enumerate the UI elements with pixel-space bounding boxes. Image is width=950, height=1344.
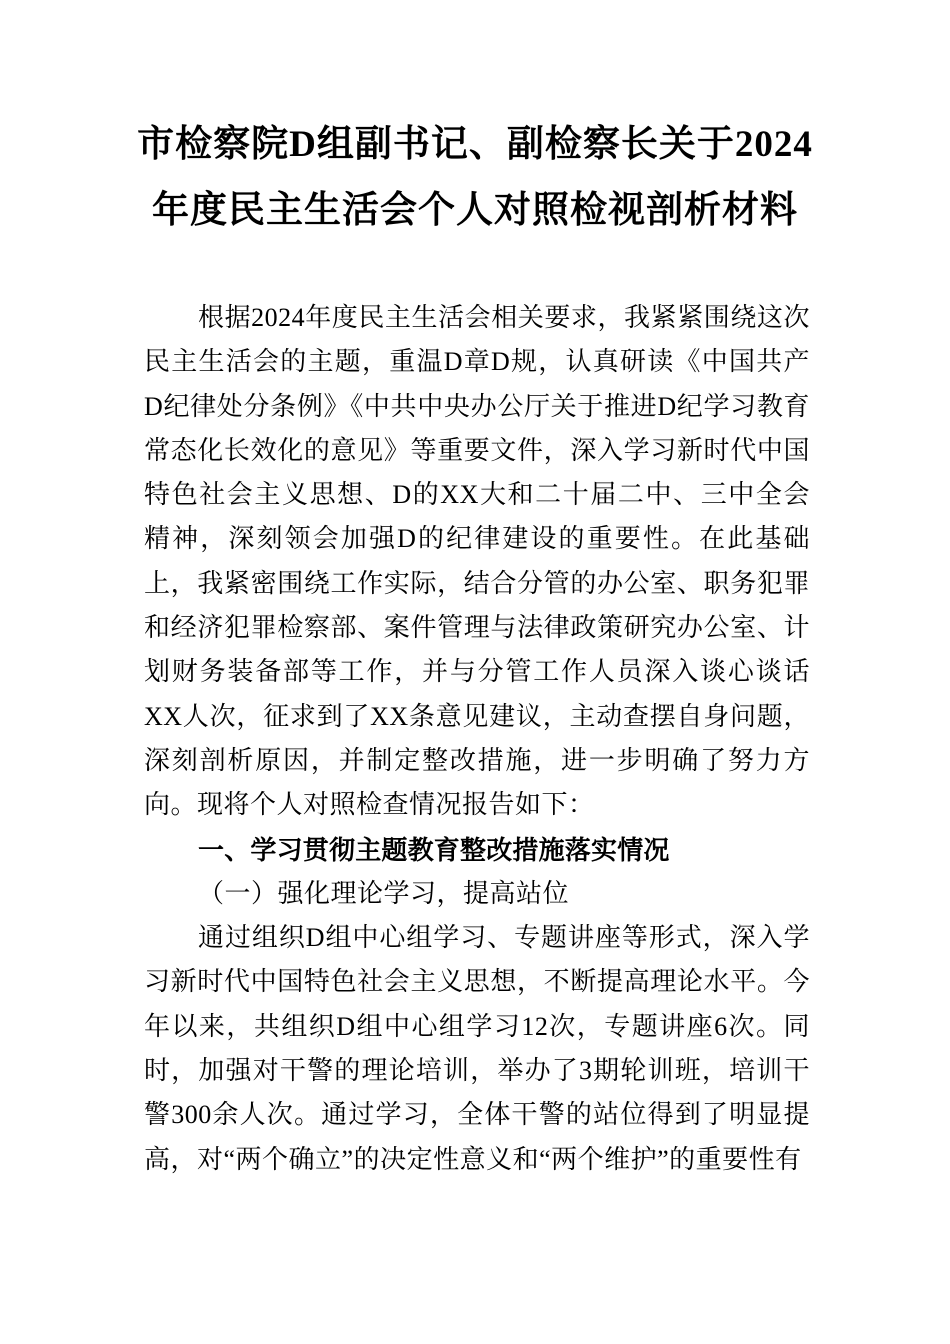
section-heading-level-2: （一）强化理论学习，提高站位 bbox=[198, 878, 570, 908]
section-heading-level-1: 一、学习贯彻主题教育整改措施落实情况 bbox=[198, 834, 670, 865]
paragraph-section-body: 通过组织D组中心组学习、专题讲座等形式，深入学习新时代中国特色社会主义思想，不断提高理论水平。今年以来，共组织D组中心组学习12次，专题讲座6次。同时，加强对干警的理论培训，举办了3期轮训班，培训干警300余人次。通过学习，全体干警的站位得到了明显提高，对“两个确立”的决定性意义和“两个维护”的重要性有 bbox=[144, 923, 810, 1174]
document-title bbox=[0, 0, 950, 244]
document-title-line-1: 市检察院D组副书记、副检察长关于2024 bbox=[137, 124, 813, 165]
document-body bbox=[144, 296, 810, 1182]
document-title-line-2: 年度民主生活会个人对照检视剖析材料 bbox=[152, 190, 798, 231]
paragraph-intro: 根据2024年度民主生活会相关要求，我紧紧围绕这次民主生活会的主题，重温D章D规，认真研读《中国共产D纪律处分条例》《中共中央办公厅关于推进D纪学习教育常态化长效化的意见》等重要文件，深入学习新时代中国特色社会主义思想、D的XX大和二十届二中、三中全会精神，深刻领会加强D的纪律建设的重要性。在此基础上，我紧密围绕工作实际，结合分管的办公室、职务犯罪和经济犯罪检察部、案件管理与法律政策研究办公室、计划财务装备部等工作，并与分管工作人员深入谈心谈话XX人次，征求到了XX条意见建议，主动查摆自身问题，深刻剖析原因，并制定整改措施，进一步明确了努力方向。现将个人对照检查情况报告如下： bbox=[144, 303, 810, 820]
